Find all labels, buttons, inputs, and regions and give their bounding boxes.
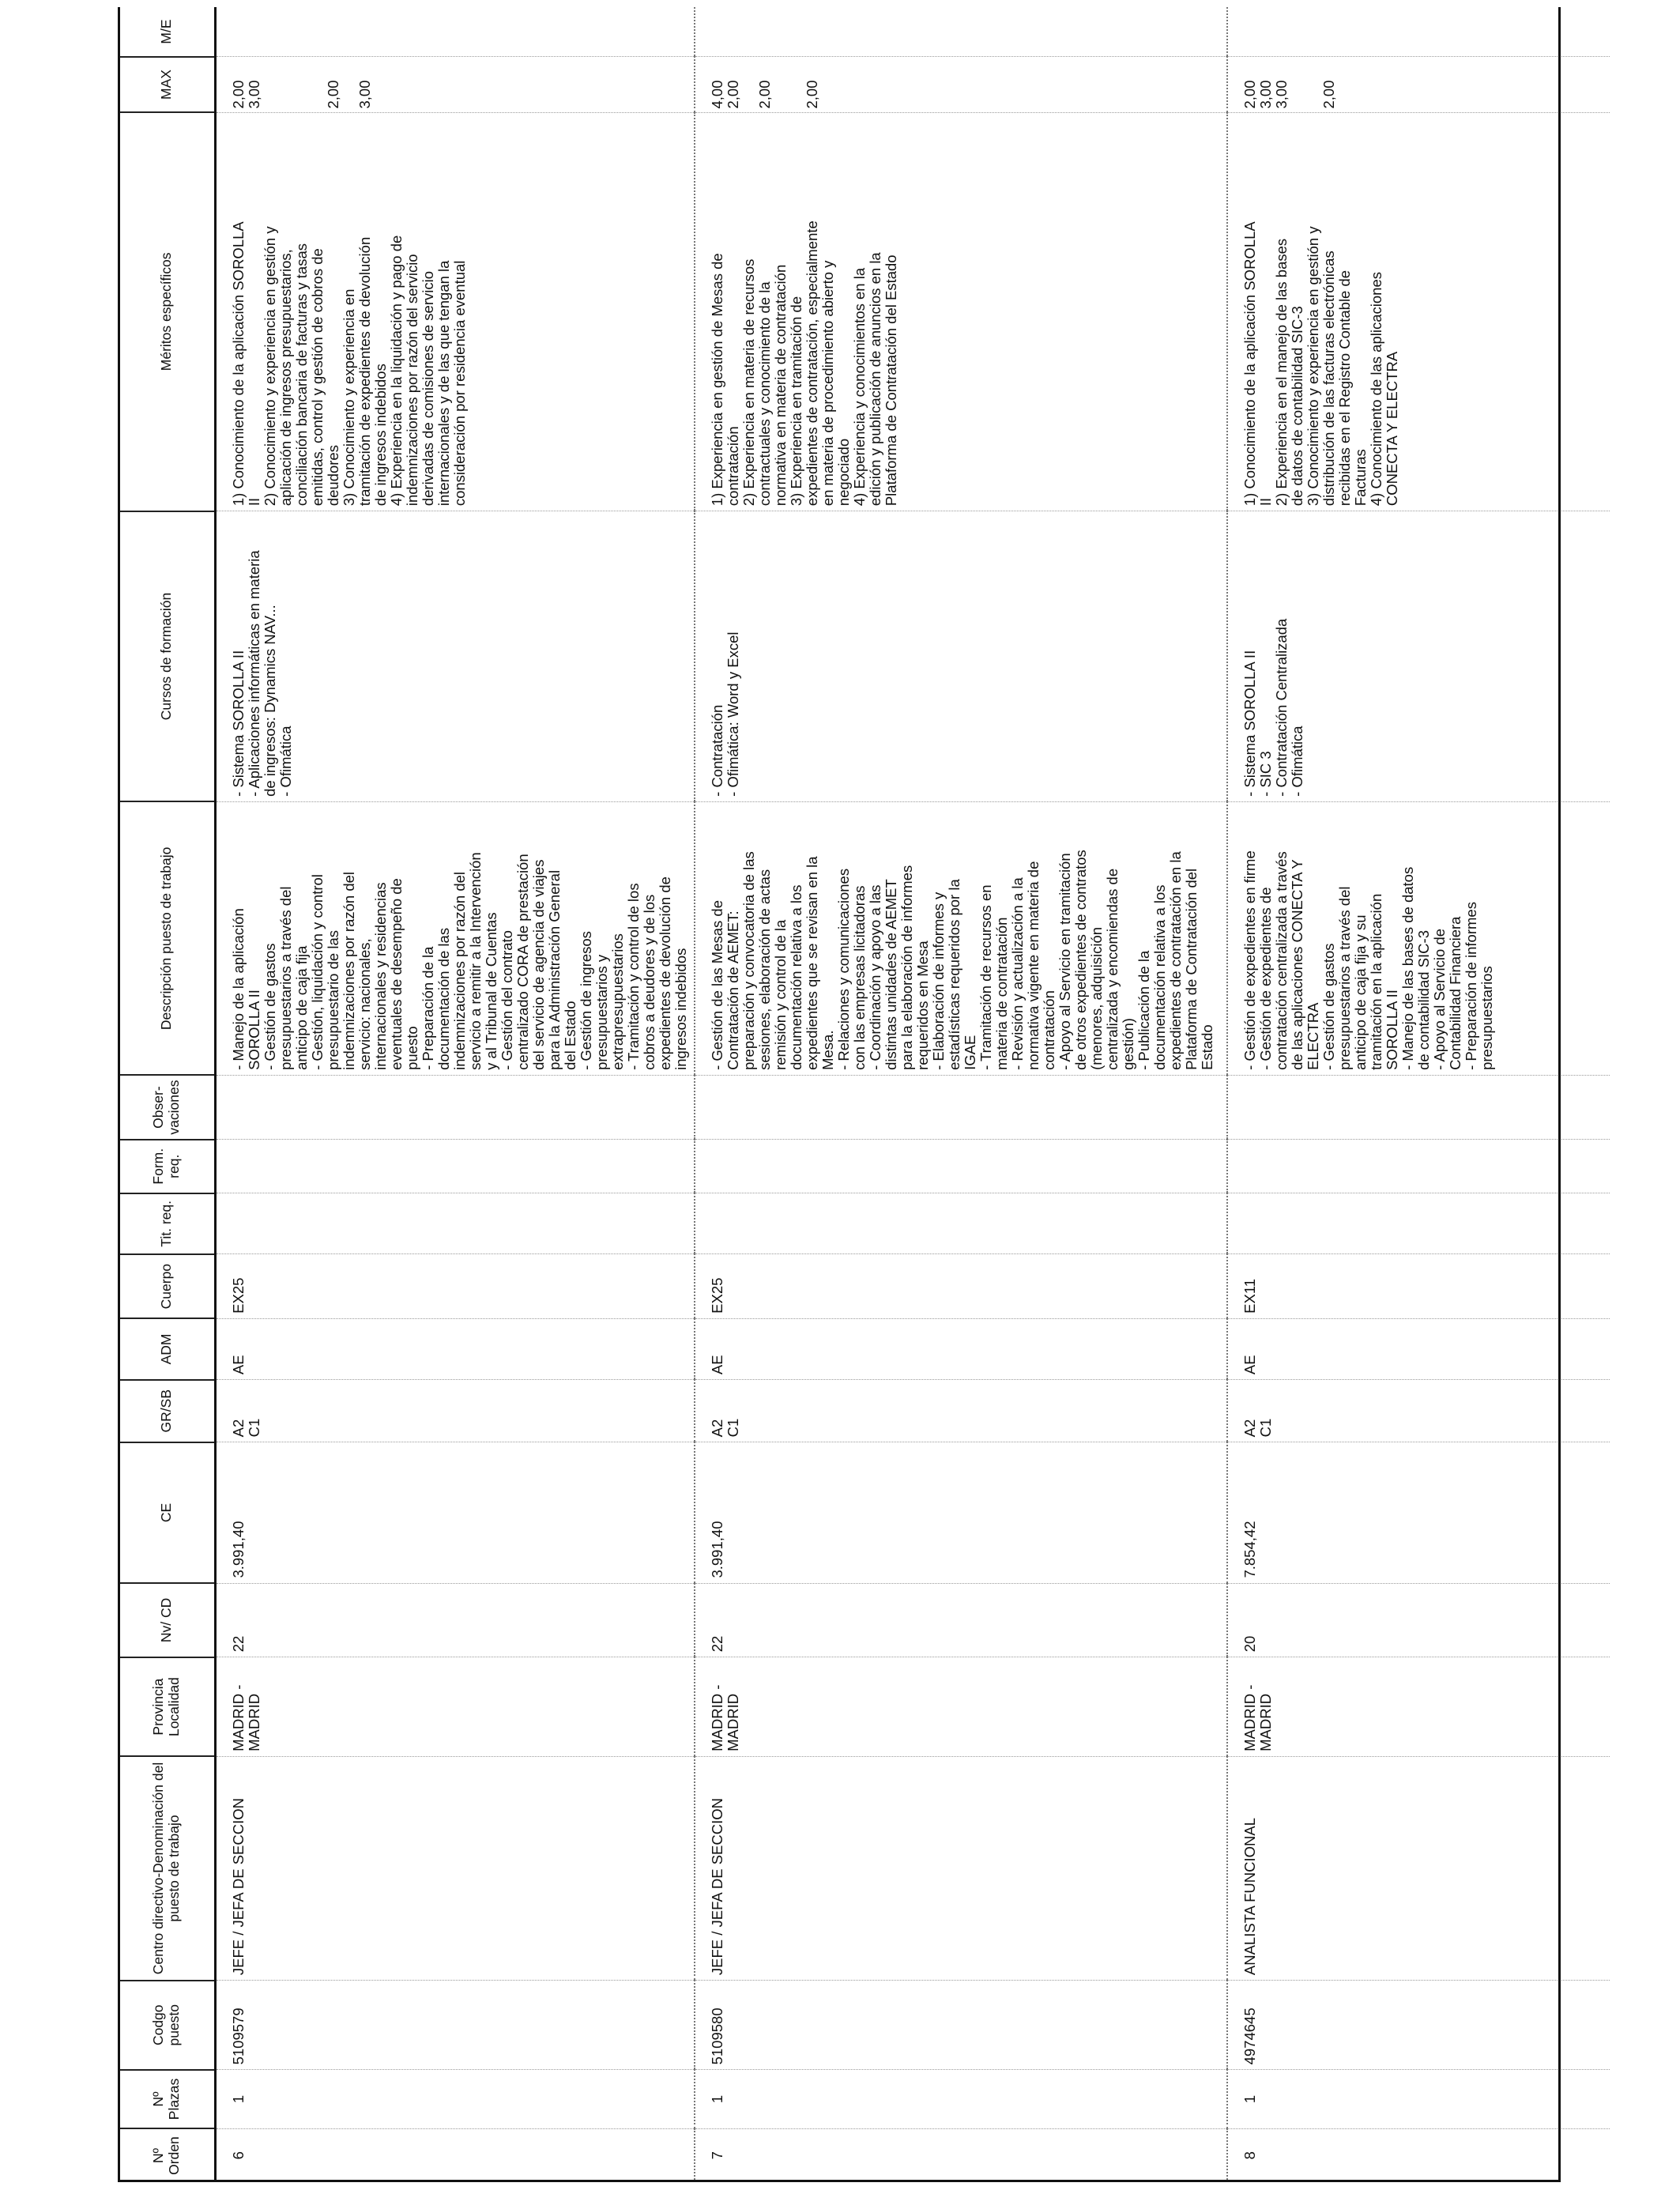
header-meritos: Méritos específicos [118, 112, 216, 511]
header-grupo: GR/SB [118, 1380, 216, 1442]
cell-formacion [1227, 1140, 1610, 1193]
cell-meritos: 1) Experiencia en gestión de Mesas de contratación 2) Experiencia en materia de recursos contractuales y conocimiento de la normativa en materia de contratación 3) Experiencia en tramitación de expedientes de contratación, especialmente en materia de procedimiento abierto y negociado 4) Experiencia y conocimientos en la edición y publicación de anuncios en la Plataforma de Contratación del Estado [695, 112, 1227, 511]
cell-codigo: 5109579 [216, 1981, 695, 2070]
header-titulacion: Tit. req. [118, 1193, 216, 1254]
cell-observaciones [216, 1075, 695, 1139]
header-centro: Centro directivo-Denominación del puesto de trabajo [118, 1756, 216, 1980]
cell-titulacion [216, 1193, 695, 1254]
header-observaciones: Obser- vaciones [118, 1075, 216, 1139]
cell-formacion [695, 1140, 1227, 1193]
cell-provincia: MADRID - MADRID [695, 1657, 1227, 1757]
table-frame-top [118, 7, 120, 2182]
header-descripcion: Descripción puesto de trabajo [118, 801, 216, 1075]
cell-max: 4,00 2,00 2,00 2,00 [695, 57, 1227, 112]
cell-nivel: 22 [216, 1583, 695, 1657]
cell-observaciones [1227, 1075, 1610, 1139]
cell-adm: AE [216, 1318, 695, 1379]
cell-observaciones [695, 1075, 1227, 1139]
header-codigo: Codgo puesto [118, 1981, 216, 2070]
cell-grupo: A2 C1 [216, 1380, 695, 1442]
cell-cursos: - Sistema SOROLLA II - SIC 3 - Contratación Centralizada - Ofimática [1227, 511, 1610, 802]
cell-cuerpo: EX25 [216, 1254, 695, 1318]
vacancy-table [118, 7, 1610, 2182]
table-row [216, 7, 695, 2182]
cell-meritos: 1) Conocimiento de la aplicación SOROLLA II 2) Conocimiento y experiencia en gestión y aplicación de ingresos presupuestarios, conciliación bancaria de facturas y tasas emitidas, control y gestión de cobros de deudores 3) Conocimiento y experiencia en tramitación de expedientes de devolución de ingresos indebidos 4) Experiencia en la liquidación y pago de indemnizaciones por razón del servicio derivadas de comisiones de servicio internacionales y de las que tengan la consideración por residencia eventual [216, 112, 695, 511]
cell-orden: 6 [216, 2128, 695, 2182]
cell-formacion [216, 1140, 695, 1193]
cell-plazas: 1 [695, 2070, 1227, 2128]
cell-max: 2,00 3,00 3,00 2,00 [1227, 57, 1610, 112]
header-cursos: Cursos de formación [118, 511, 216, 802]
header-adm: ADM [118, 1318, 216, 1379]
table-row [1227, 7, 1610, 2182]
cell-provincia: MADRID - MADRID [216, 1657, 695, 1757]
cell-provincia: MADRID - MADRID [1227, 1657, 1610, 1757]
cell-cursos: - Sistema SOROLLA II - Aplicaciones informáticas en materia de ingresos: Dynamics NAV... - Ofimática [216, 511, 695, 802]
cell-grupo: A2 C1 [1227, 1380, 1610, 1442]
cell-centro: JEFE / JEFA DE SECCION [695, 1756, 1227, 1980]
cell-ce: 7.854,42 [1227, 1442, 1610, 1583]
header-max: MAX [118, 57, 216, 112]
cell-codigo: 5109580 [695, 1981, 1227, 2070]
cell-cursos: - Contratación - Ofimática: Word y Excel [695, 511, 1227, 802]
cell-grupo: A2 C1 [695, 1380, 1227, 1442]
cell-titulacion [1227, 1193, 1610, 1254]
rotated-table-sheet [118, 7, 1561, 2182]
cell-meritos: 1) Conocimiento de la aplicación SOROLLA II 2) Experiencia en el manejo de las bases de datos de contabilidad SIC-3 3) Conocimiento y experiencia en gestión y distribución de las facturas electrónicas recibidas en el Registro Contable de Facturas 4) Conocimiento de las aplicaciones CONECTA Y ELECTRA [1227, 112, 1610, 511]
cell-me [695, 7, 1227, 57]
table-frame-left [118, 2180, 1561, 2182]
cell-adm: AE [1227, 1318, 1610, 1379]
cell-plazas: 1 [216, 2070, 695, 2128]
cell-nivel: 20 [1227, 1583, 1610, 1657]
header-cuerpo: Cuerpo [118, 1254, 216, 1318]
header-provincia: Provincia Localidad [118, 1657, 216, 1757]
cell-me [216, 7, 695, 57]
cell-descripcion: - Manejo de la aplicación SOROLLA II - Gestión de gastos presupuestarios a través del anticipo de caja fija - Gestión, liquidación y control presupuestario de las indemnizaciones por razón del servicio: nacionales, internacionales y residencias eventuales de desempeño de puesto - Preparación de la documentación de las indemnizaciones por razón del servicio a remitir a la Intervención y al Tribunal de Cuentas - Gestión del contrato centralizado CORA de prestación del servicio de agencia de viajes para la Administración General del Estado - Gestión de ingresos presupuestarios y extrapresupuestarios - Tramitación y control de los cobros a deudores y de los expedientes de devolución de ingresos indebidos [216, 801, 695, 1075]
cell-ce: 3.991,40 [216, 1442, 695, 1583]
cell-orden: 7 [695, 2128, 1227, 2182]
cell-cuerpo: EX11 [1227, 1254, 1610, 1318]
header-nivel: Nv/ CD [118, 1583, 216, 1657]
cell-max: 2,00 3,00 2,00 3,00 [216, 57, 695, 112]
cell-centro: ANALISTA FUNCIONAL [1227, 1756, 1610, 1980]
cell-centro: JEFE / JEFA DE SECCION [216, 1756, 695, 1980]
table-frame-bottom [1558, 7, 1561, 2182]
cell-ce: 3.991,40 [695, 1442, 1227, 1583]
cell-descripcion: - Gestión de expedientes en firme - Gestión de expedientes de contratación centralizada a través de las aplicaciones CONECTA Y ELECTRA - Gestión de gastos presupuestarios a través del anticipo de caja fija y su tramitación en la aplicación SOROLLA II - Manejo de las bases de datos de contabilidad SIC-3 - Apoyo al Servicio de Contabilidad Financiera - Preparación de informes presupuestarios [1227, 801, 1610, 1075]
cell-me [1227, 7, 1610, 57]
cell-cuerpo: EX25 [695, 1254, 1227, 1318]
header-ce: CE [118, 1442, 216, 1583]
cell-titulacion [695, 1193, 1227, 1254]
header-me: M/E [118, 7, 216, 57]
table-row [695, 7, 1227, 2182]
cell-nivel: 22 [695, 1583, 1227, 1657]
cell-plazas: 1 [1227, 2070, 1610, 2128]
cell-orden: 8 [1241, 2151, 1258, 2160]
header-formacion: Form. req. [118, 1140, 216, 1193]
cell-codigo: 4974645 [1227, 1981, 1610, 2070]
header-orden: Nº Orden [118, 2128, 216, 2182]
cell-descripcion: - Gestión de las Mesas de Contratación de AEMET: preparación y convocatoria de las sesiones, elaboración de actas remisión y control de la documentación relativa a los expedientes que se revisan en la Mesa. - Relaciones y comunicaciones con las empresas licitadoras - Coordinación y apoyo a las distintas unidades de AEMET para la elaboración de informes requeridos en Mesa - Elaboración de informes y estadísticas requeridos por la IGAE - Tramitación de recursos en materia de contratación - Revisión y actualización a la normativa vigente en materia de contratación - Apoyo al Servicio en tramitación de otros expedientes de contratos (menores, adquisición centralizada y encomiendas de gestión) - Publicación de la documentación relativa a los expedientes de contratación en la Plataforma de Contratación del Estado [695, 801, 1227, 1075]
header-plazas: Nº Plazas [118, 2070, 216, 2128]
cell-adm: AE [695, 1318, 1227, 1379]
header-row [118, 7, 216, 2182]
